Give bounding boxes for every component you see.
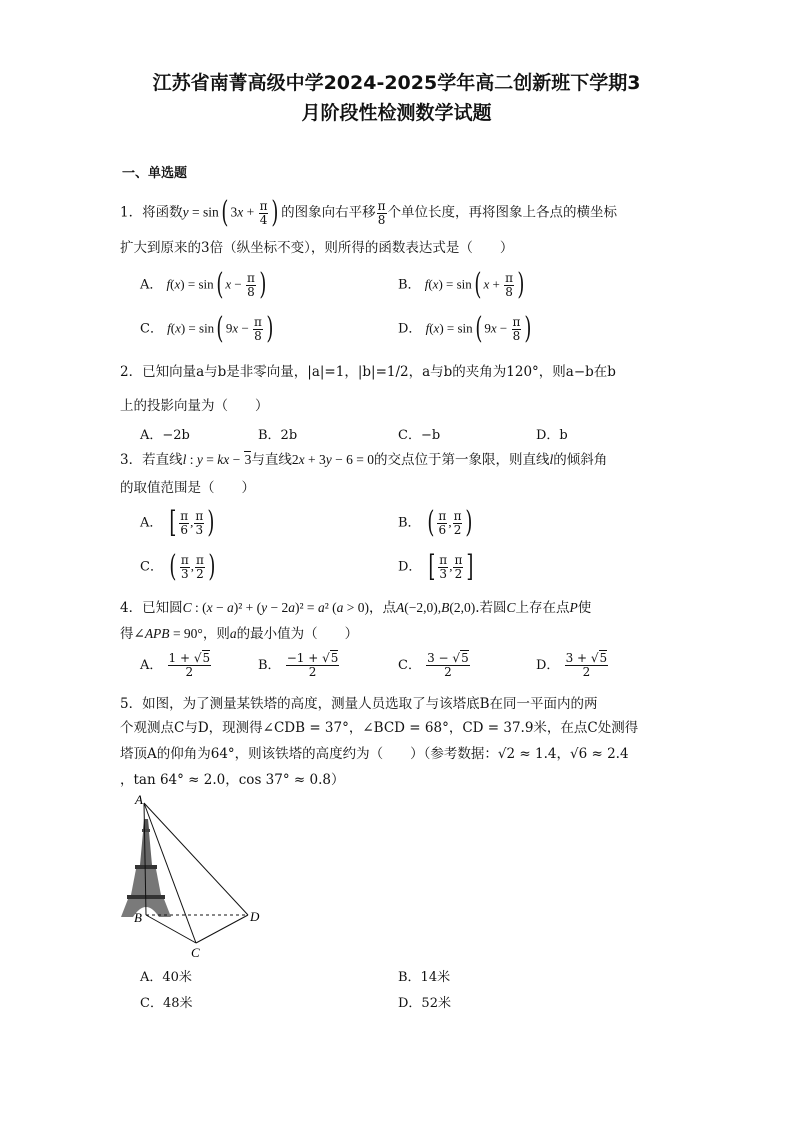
label-b: B [134,910,142,925]
q1-option-b[interactable]: B． f(x) = sin( x + $\frac{\pi}{8}$ ) [398,267,525,302]
q1-option-d[interactable]: D． f(x) = sin( 9x − $\frac{\pi}{8}$ ) [398,311,532,346]
q5-option-d[interactable]: D．52米 [398,996,451,1011]
q1-option-a[interactable]: A． f(x) = sin( x − $\frac{\pi}{8}$ ) [140,267,267,302]
q2-option-c[interactable]: C．−b [398,428,441,443]
line-cd [196,915,248,943]
question-4-line-2: 得∠APB = 90°，则a的最小值为（ ） [120,626,359,642]
q3-option-c[interactable]: C． ( $\frac{\pi}{3}$ , $\frac{\pi}{2}$ ) [140,549,216,584]
q3-option-d[interactable]: D． [ $\frac{\pi}{3}$ , $\frac{\pi}{2}$ ] [398,549,474,584]
label-c: C [191,945,200,960]
question-5-line-3: 塔顶A的仰角为64°，则该铁塔的高度约为（ ）（参考数据：√2 ≈ 1.4，√6 ≈ 2.4 [120,746,629,762]
question-1: 1．将函数y = sin( 3x + $\frac{\pi}{4}$ ) 的图象向右平移 $\frac{\pi}{8}$ 个单位长度，再将图象上各点的横坐标 [120,195,618,230]
question-1-line-2: 扩大到原来的3倍（纵坐标不变），则所得的函数表达式是（ ） [120,240,514,256]
question-2-line-2: 上的投影向量为（ ） [120,398,269,414]
q3-option-a[interactable]: A． [ $\frac{\pi}{6}$ , $\frac{\pi}{3}$ ) [140,505,215,540]
label-a: A [135,795,143,807]
label-d: D [250,909,260,924]
line-bc [146,915,196,943]
question-5-line-2: 个观测点C与D，现测得∠CDB = 37°，∠BCD = 68°，CD = 37.9米，在点C处测得 [120,720,639,736]
q4-option-d[interactable]: D． $\frac{3 + √5}{2}$ [536,651,608,679]
q3-option-b[interactable]: B． ( $\frac{\pi}{6}$ , $\frac{\pi}{2}$ ) [398,505,473,540]
q4-option-b[interactable]: B． $\frac{-1 + √5}{2}$ [258,651,339,679]
title-line-1: 江苏省南菁高级中学2024-2025学年高二创新班下学期3 [152,72,641,94]
question-5-line-4: ，tan 64° ≈ 2.0，cos 37° ≈ 0.8） [120,772,345,788]
section-heading: 一、单选题 [122,166,188,181]
title-line-2: 月阶段性检测数学试题 [301,102,492,124]
q4-option-c[interactable]: C． $\frac{3 - √5}{2}$ [398,651,469,679]
q5-option-b[interactable]: B．14米 [398,970,451,985]
q1-option-c[interactable]: C． f(x) = sin( 9x − $\frac{\pi}{8}$ ) [140,311,274,346]
question-5-line-1: 5．如图，为了测量某铁塔的高度，测量人员选取了与该塔底B在同一平面内的两 [120,696,598,712]
question-2: 2．已知向量a与b是非零向量，|a|=1，|b|=1/2，a与b的夹角为120°，则a−b在b [120,364,616,380]
q2-option-a[interactable]: A．−2b [140,428,190,443]
question-3-line-2: 的取值范围是（ ） [120,480,255,496]
q5-option-a[interactable]: A．40米 [140,970,192,985]
question-4: 4．已知圆C : (x − a)² + (y − 2a)² = a² (a > 0)，点A(−2,0),B(2,0).若圆C上存在点P使 [120,600,592,616]
tower-diagram [118,795,268,965]
q2-option-d[interactable]: D．b [536,428,568,443]
q5-option-c[interactable]: C．48米 [140,996,193,1011]
q4-option-a[interactable]: A． $\frac{1 + √5}{2}$ [140,651,211,679]
q2-option-b[interactable]: B．2b [258,428,298,443]
question-3: 3．若直线l : y = kx − 3与直线2x + 3y − 6 = 0的交点位于第一象限，则直线l的倾斜角 [120,452,608,468]
tower-figure [118,795,268,969]
page-title [110,68,683,128]
